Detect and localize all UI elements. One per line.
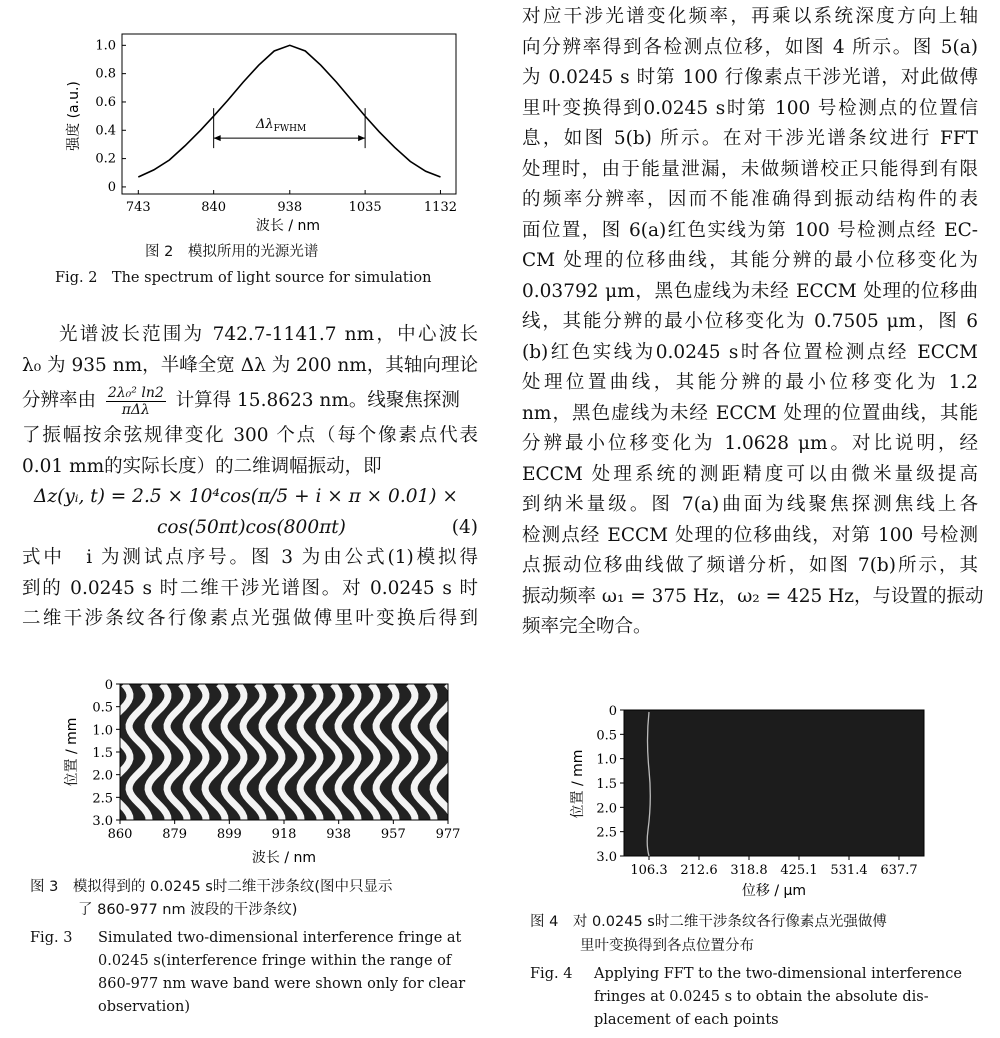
fig4-ylabel: 位置 / mm — [570, 749, 586, 819]
fig2-xtick-label: 1132 — [423, 200, 458, 215]
right-line-2: 向分辨率得到各检测点位移，如图 4 所示。图 5(a) — [522, 36, 978, 58]
fig4-chart — [560, 700, 950, 900]
right-line-18: 检测点经 ECCM 处理的位移曲线，对第 100 号检测 — [522, 524, 978, 546]
fig2-ytick-label: 0.4 — [95, 123, 116, 139]
fig2-plot-frame — [122, 34, 456, 194]
left-line-3: 分辨率由 2λ₀² ln2 πΔλ 计算得 15.8623 nm。线聚焦探测 — [22, 384, 460, 418]
fig2-ytick-label: 0.2 — [95, 151, 116, 167]
fig2-fwhm-arrow-right — [358, 135, 365, 141]
fig2-xtick-label: 938 — [277, 200, 303, 215]
right-line-1: 对应干涉光谱变化频率，再乘以系统深度方向上轴 — [522, 6, 978, 27]
fig4-ytick-label: 1.0 — [596, 752, 617, 768]
fig4-ytick-label: 3.0 — [596, 850, 617, 865]
fig2-caption-en: Fig. 2 The spectrum of light source for simulation — [55, 270, 432, 286]
fig3-xtick-label: 957 — [380, 827, 406, 842]
fig3-xtick-label: 977 — [435, 827, 461, 842]
fig4-xtick-label: 425.1 — [780, 863, 818, 878]
fig3-xtick-label: 879 — [162, 827, 188, 842]
fig4-caption-en-label: Fig. 4 — [530, 966, 573, 982]
fig2-fwhm-label: $\Delta\lambda_{FWHM}$ — [256, 117, 307, 134]
fig4-ytick-label: 0.5 — [596, 728, 617, 744]
right-line-9: CM 处理的位移曲线，其能分辨的最小位移变化为 — [522, 250, 978, 271]
left-line-4: 了振幅按余弦规律变化 300 个点（每个像素点代表 — [22, 425, 478, 446]
fig3-ytick-label: 1.5 — [92, 746, 113, 761]
fig3-caption-en-3: 860-977 nm wave band were shown only for clear — [98, 976, 466, 992]
fig3-xtick-label: 860 — [107, 827, 133, 842]
fig3-caption-en-label: Fig. 3 — [30, 930, 73, 946]
fig3-fringe-band — [452, 684, 470, 820]
fig3-caption-en-2: 0.0245 s(interference fringe within the range of — [98, 953, 452, 969]
fig2-ytick-label: 0 — [107, 179, 116, 195]
fig4-ytick-label: 0 — [608, 704, 617, 719]
fig3-xtick-label: 938 — [326, 827, 352, 842]
fig4-caption-en-2: fringes at 0.0245 s to obtain the absolute dis- — [594, 989, 929, 1005]
fig2-xtick-label: 743 — [125, 200, 151, 215]
fig3-ytick-label: 2.0 — [92, 768, 113, 784]
resolution-fraction: 2λ₀² ln2 πΔλ — [107, 384, 164, 418]
right-line-11: 线，其能分辨的最小位移变化为 0.7505 μm，图 6 — [522, 311, 978, 332]
fig4-xtick-label: 637.7 — [880, 863, 918, 878]
right-line-3: 为 0.0245 s 时第 100 行像素点干涉光谱，对此做傅 — [522, 67, 978, 88]
fig2-ytick-label: 1.0 — [95, 38, 116, 54]
fig2-xlabel: 波长 / nm — [255, 218, 321, 234]
right-line-4: 里叶变换得到0.0245 s时第 100 号检测点的位置信 — [522, 97, 978, 119]
fig3-ytick-label: 2.5 — [92, 791, 113, 807]
fig3-caption-zh-1: 图 3 模拟得到的 0.0245 s时二维干涉条纹(图中只显示 — [30, 879, 393, 895]
fig2-xtick-label: 840 — [201, 200, 227, 215]
right-line-16: ECCM 处理系统的测距精度可以由微米量级提高 — [522, 463, 978, 485]
fig2-spectrum-curve — [138, 45, 440, 177]
fig3-caption-zh-2: 了 860-977 nm 波段的干涉条纹) — [78, 902, 298, 918]
equation-line-1: Δz(yᵢ, t) = 2.5 × 10⁴cos(π/5 + i × π × 0.01) × — [34, 486, 458, 507]
fig4-caption-en-1: Applying FFT to the two-dimensional interference — [594, 966, 962, 982]
right-line-20: 振动频率 ω₁ = 375 Hz，ω₂ = 425 Hz，与设置的振动 — [522, 585, 984, 607]
fig3-caption-en-4: observation) — [98, 999, 190, 1015]
left-line-6: 式中 i 为测试点序号。图 3 为由公式(1)模拟得 — [22, 547, 478, 568]
equation-line-2: cos(50πt)cos(800πt) (4) — [22, 513, 478, 544]
left-line-2: λ₀ 为 935 nm，半峰全宽 Δλ 为 200 nm，其轴向理论 — [22, 354, 478, 376]
fig4-xtick-label: 212.6 — [680, 863, 718, 878]
right-line-15: 分辨最小位移变化为 1.0628 μm。对比说明，经 — [522, 433, 978, 454]
right-paragraph — [522, 2, 984, 643]
fig4-xtick-label: 106.3 — [630, 863, 668, 878]
fig3-xtick-label: 918 — [271, 827, 297, 842]
left-line-5: 0.01 mm的实际长度）的二维调幅振动，即 — [22, 455, 382, 477]
fig2-ylabel: 强度 (a.u.) — [66, 81, 82, 151]
fig3-caption-en-1: Simulated two-dimensional interference fringe at — [98, 930, 462, 946]
right-line-14: nm，黑色虚线为未经 ECCM 处理的位置曲线，其能 — [522, 402, 978, 424]
fig4-plot-area — [624, 710, 924, 856]
right-line-21: 频率完全吻合。 — [522, 616, 652, 637]
left-line-7: 到的 0.0245 s 时二维干涉光谱图。对 0.0245 s 时 — [22, 577, 478, 599]
right-line-10: 0.03792 μm，黑色虚线为未经 ECCM 处理的位移曲 — [522, 280, 978, 302]
fig4-xlabel: 位移 / μm — [741, 883, 807, 899]
fig4-ytick-label: 2.5 — [596, 825, 617, 841]
fig4-caption-zh-1: 图 4 对 0.0245 s时二维干涉条纹各行像素点光强做傅 — [530, 914, 887, 930]
fig2-fwhm-arrow-left — [214, 135, 221, 141]
right-line-19: 点振动位移曲线做了频谱分析，如图 7(b)所示，其 — [522, 555, 978, 576]
fig4-ytick-label: 1.5 — [596, 777, 617, 792]
right-line-17: 到纳米量级。图 7(a)曲面为线聚焦探测焦线上各 — [522, 494, 978, 515]
left-line-8: 二维干涉条纹各行像素点光强做傅里叶变换后得到 — [22, 608, 478, 629]
fig2-xtick-label: 1035 — [348, 200, 382, 215]
fig3-xlabel: 波长 / nm — [251, 850, 317, 866]
right-line-6: 处理时，由于能量泄漏，未做频谱校正只能得到有限 — [522, 158, 978, 180]
right-line-8: 面位置，图 6(a)红色实线为第 100 号检测点经 EC- — [522, 219, 978, 241]
fig4-caption-en-3: placement of each points — [594, 1012, 779, 1028]
fig2-caption-zh: 图 2 模拟所用的光源光谱 — [145, 244, 319, 260]
equation-number: (4) — [451, 516, 478, 538]
fig4-caption-zh-2: 里叶变换得到各点位置分布 — [580, 938, 754, 954]
fig2-chart — [60, 28, 480, 238]
right-line-7: 的频率分辨率，因而不能准确得到振动结构件的表 — [522, 189, 978, 210]
fig4-xtick-label: 318.8 — [730, 863, 768, 878]
right-line-13: 处理位置曲线，其能分辨的最小位移变化为 1.2 — [522, 372, 978, 393]
left-line-1: 光谱波长范围为 742.7-1141.7 nm，中心波长 — [59, 324, 478, 345]
fig4-ytick-label: 2.0 — [596, 801, 617, 817]
fig3-xtick-label: 899 — [216, 827, 242, 842]
right-line-12: (b)红色实线为0.0245 s时各位置检测点经 ECCM — [522, 341, 978, 363]
left-paragraph — [22, 320, 478, 635]
fig4-xtick-label: 531.4 — [830, 863, 868, 878]
right-line-5: 息，如图 5(b) 所示。在对干涉光谱条纹进行 FFT — [522, 128, 978, 149]
fig3-ytick-label: 0 — [104, 678, 113, 693]
fig3-ytick-label: 0.5 — [92, 700, 113, 716]
fig3-ytick-label: 1.0 — [92, 723, 113, 739]
fig3-ylabel: 位置 / mm — [64, 717, 80, 787]
fig2-ytick-label: 0.6 — [95, 94, 116, 110]
fig2-ytick-label: 0.8 — [95, 66, 116, 82]
fig3-chart — [60, 676, 470, 868]
fig3-ytick-label: 3.0 — [92, 814, 113, 829]
